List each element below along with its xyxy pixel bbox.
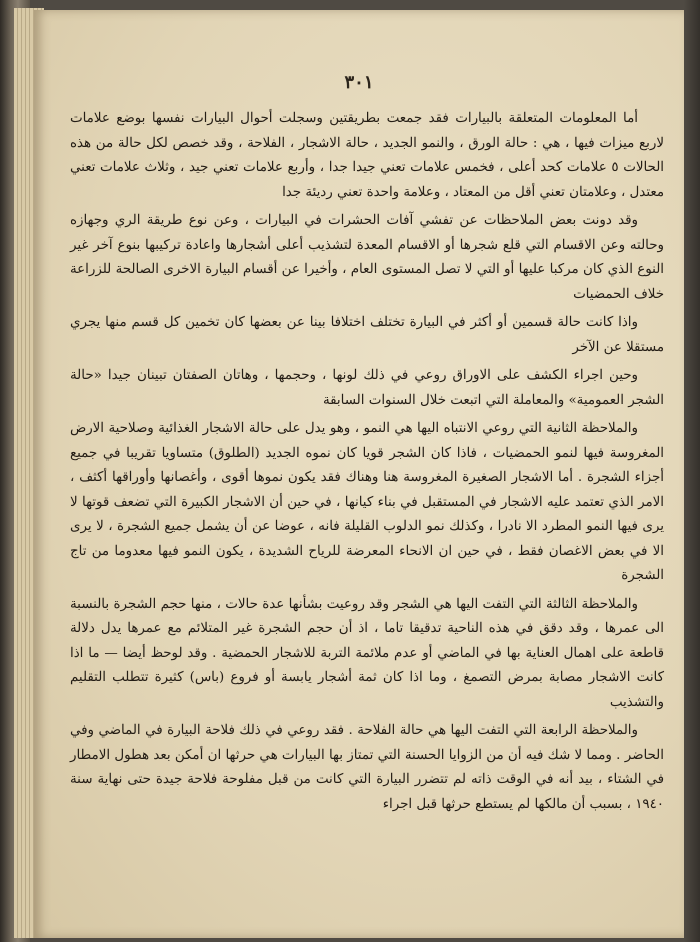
paragraph-5: والملاحظة الثانية التي روعي الانتباه اليها هي النمو ، وهو يدل على حالة الاشجار الغذائية وصلاحية الارض المغروسة فيها لنمو الحمضيات ، فاذا كان الشجر قويا كان نموه الجديد (الطلوق) متساويا تقريبا في جميع أجزاء الشجرة . أما الاشجار الصغيرة المغروسة هنا وهناك فقد يكون نموها أقوى ، وأغصانها وأوراقها أكثف ، الامر الذي تعتمد عليه الاشجار في المستقبل في بناء كيانها ، في حين أن الاشجار الكبيرة التي تضعف قوتها لا يرى فيها النمو المطرد الا نادرا ، وكذلك نمو الدلوب القليلة فانه ، عوضا عن أن يشمل جميع الشجرة ، لا يرى الا في بعض الاغصان فقط ، في حين ان الانحاء المعرضة للرياح الشديدة ، يكون النمو فيها معدوما من تاج الشجرة: [70, 421, 664, 583]
paragraph-7: والملاحظة الرابعة التي التفت اليها هي حالة الفلاحة . فقد روعي في ذلك فلاحة البيارة في الماضي وفي الحاضر . ومما لا شك فيه أن من الزوايا الحسنة التي تمتاز بها البيارات هي حرثها ان أمكن بعد هطول الامطار في الشتاء ، بيد أنه في الوقت ذاته لم تتضرر البيارة التي كانت من قبل مفلوحة فلاحة جيدة حتى نهاية سنة ١٩٤٠ ، بسبب أن مالكها لم يستطع حرثها قبل اجراء: [70, 723, 664, 812]
book-page: [34, 10, 684, 938]
paragraph-3: واذا كانت حالة قسمين أو أكثر في البيارة تختلف اختلافا بينا عن بعضها كان تخمين كل قسم منها يجري مستقلا عن الآخر: [70, 315, 664, 355]
paragraph-1: أما المعلومات المتعلقة بالبيارات فقد جمعت بطريقتين وسجلت أحوال البيارات نفسها بوضع علامات لاربع ميزات فيها ، هي : حالة الورق ، والنمو الجديد ، حالة الاشجار ، الفلاحة ، وقد خصص لكل حالة من هذه الحالات ٥ علامات كحد أعلى ، فخمس علامات تعني جيدا جدا ، وأربع علامات تعني جيد ، وثلاث علامات تعني معتدل ، وعلامتان تعني أقل من المعتاد ، وعلامة واحدة تعني رديئة جدا: [70, 111, 664, 200]
page-body-text: [70, 107, 664, 821]
paragraph-4: وحين اجراء الكشف على الاوراق روعي في ذلك لونها ، وحجمها ، وهاتان الصفتان تبينان جيدا «حالة الشجر العمومية» والمعاملة التي اتبعت خلال السنوات السابقة: [70, 368, 664, 408]
background-edge: [684, 0, 700, 942]
paragraph-6: والملاحظة الثالثة التي التفت اليها هي الشجر وقد روعيت بشأنها عدة حالات ، منها حجم الشجرة بالنسبة الى عمرها ، وقد دقق في هذه الناحية تدقيقا تاما ، اذ أن حجم الشجرة غير المتلائم مع عمرها يدل دلالة قاطعة على اهمال العناية بها في الماضي أو عدم ملائمة التربة للاشجار الحمضية . وقد لوحظ أيضا — ما اذا كانت الاشجار مصابة بمرض التصمغ ، وما اذا كان ثمة أشجار يابسة أو فروع (باس) كثيرة تتطلب التقليم والتشذيب: [70, 596, 664, 710]
paragraph-2: وقد دونت بعض الملاحظات عن تفشي آفات الحشرات في البيارات ، وعن نوع طريقة الري وجهازه وحالته وعن الاقسام التي قلع شجرها أو الاقسام المعدة لتشذيب أعلى أشجارها واعادة تركيبها بنوع آخر غير النوع الذي كان مركبا عليها أو التي لا تصل المستوى العام ، وأخيرا عن أقسام البيارة الاخرى الصالحة للزراعة خلاف الحمضيات: [70, 213, 664, 302]
page-number: ٣٠١: [344, 72, 374, 93]
